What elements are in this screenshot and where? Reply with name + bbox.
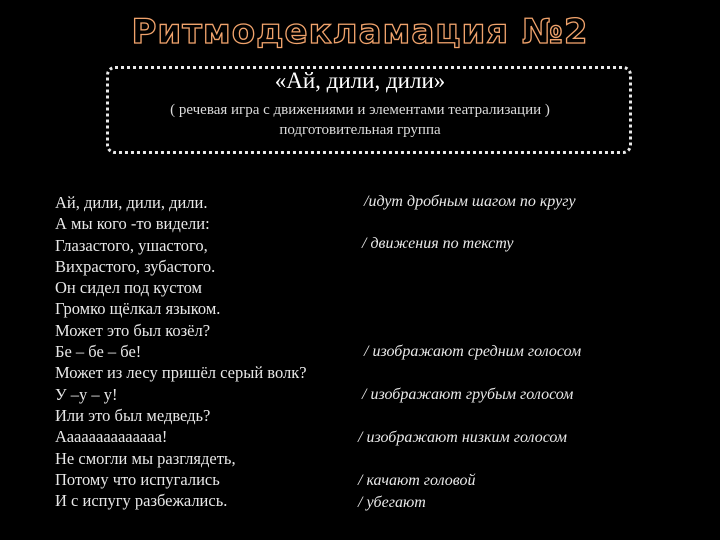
- group-label: подготовительная группа: [279, 122, 441, 138]
- poem-text: [55, 192, 307, 511]
- stage-direction: / изображают низким голосом: [358, 429, 568, 446]
- poem-line: Потому что испугались: [55, 469, 220, 489]
- poem-line: Аааааааааааааа!: [55, 427, 168, 447]
- game-subtitle: «Ай, дили, дили»: [274, 68, 446, 93]
- slide-title: Ритмодекламация №2: [131, 12, 589, 52]
- stage-direction: /идут дробным шагом по кругу: [364, 193, 576, 210]
- poem-line: Или это был медведь?: [55, 405, 211, 425]
- poem-line: И с испугу разбежались.: [55, 491, 228, 511]
- poem-line: Ай, дили, дили, дили.: [55, 193, 208, 212]
- poem-line: Может из лесу пришёл серый волк?: [55, 363, 307, 383]
- poem-line: Он сидел под кустом: [55, 278, 202, 298]
- poem-line: Не смогли мы разглядеть,: [55, 448, 236, 468]
- poem-line: А мы кого -то видели:: [55, 214, 210, 234]
- poem-line: У –у – у!: [55, 384, 118, 404]
- game-description: ( речевая игра с движениями и элементами театрализации ): [170, 102, 550, 118]
- stage-direction: / убегают: [358, 494, 426, 511]
- stage-direction: / качают головой: [358, 472, 476, 489]
- poem-line: Бе – бе – бе!: [55, 342, 142, 362]
- stage-direction: / движения по тексту: [362, 235, 514, 252]
- poem-line: Может это был козёл?: [55, 320, 211, 340]
- poem-line: Громко щёлкал языком.: [55, 299, 221, 319]
- stage-direction: / изображают грубым голосом: [362, 386, 574, 403]
- poem-line: Глазастого, ушастого,: [55, 235, 208, 255]
- poem-line: Вихрастого, зубастого.: [55, 256, 216, 276]
- stage-direction: / изображают средним голосом: [364, 343, 582, 360]
